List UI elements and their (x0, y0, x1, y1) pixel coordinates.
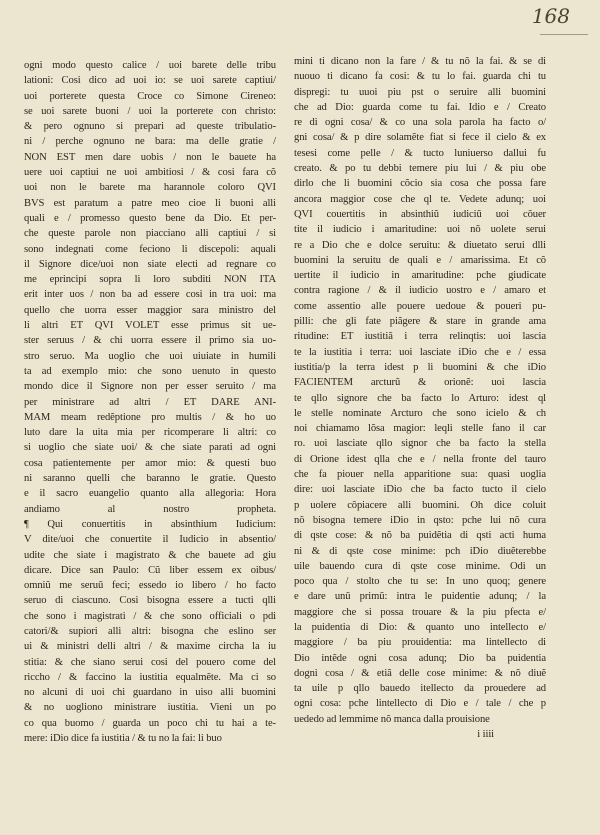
text-line: iustitia/p la terra idest p li buomini & che iDio (294, 361, 546, 373)
text-line: le stelle nominate Arcturo che sono icielo & ch (294, 407, 546, 419)
text-line: ancora maggior cose che ql te. Vedete adunq; uoi (294, 193, 546, 205)
text-line: FACIENTEM arcturũ & orionẽ: uoi lascia (294, 377, 546, 389)
left-column (24, 58, 276, 746)
text-line: tesesi come pelle / & tucto luniuerso dallui fu (294, 147, 546, 159)
text-line: stro seruo. Ma uoglio che uoi uiuiate in humili (24, 350, 276, 362)
text-line: andiamo al nostro propheta. (24, 503, 276, 515)
text-line: & no uogliono ministrare iustitia. Vieni un po (24, 702, 276, 714)
text-line: BVS est paratum a patre meo cioe li buoni alli (24, 197, 276, 209)
text-line: maggiore / ba piu prouidentia: ma lintellecto di (294, 637, 546, 649)
text-line: ui & ministri delli altri / & maxime circha la iu (24, 641, 276, 653)
text-line: poco qua / stolto che tu se: In uno quoq; genere (294, 576, 546, 588)
text-line: seruo di ciascuno. Cosi bisogna essere a tucti qlli (24, 595, 276, 607)
page-edge-rule (540, 34, 588, 35)
text-line: no alcuni di uoi chi guardano in uiso alli buomini (24, 687, 276, 699)
text-line: Dio intẽde ogni cosa adunq; Dio ba puidentia (294, 652, 546, 664)
text-line: come assentio alle pouere uedoue & poueri pu- (294, 300, 546, 312)
text-line: lationi: Cosi dico ad uoi io: se uoi sarete captiui/ (24, 75, 276, 87)
text-line: maggiore che si possa trouare & la piu pfecta e/ (294, 606, 546, 618)
text-line: ta ad exemplo mio: che sono uenuto in questo (24, 365, 276, 377)
text-line: omniũ me seruũ feci; essedo io libero / ho facto (24, 580, 276, 592)
text-line: che queste parole non piacciano alli captiui / si (24, 228, 276, 240)
text-line: dire: uoi lasciate iDio che ba facto tucto il cielo (294, 484, 546, 496)
text-line: re a Dio che e dolce seruitu: & diuetato serui dlli (294, 239, 546, 251)
text-line: creato. & po tu debbi temere piu lui / & piu obe (294, 163, 546, 175)
text-line: mondo dice il Signore non per esser seruito / ma (24, 381, 276, 393)
text-line: te la iustitia i terra: uoi lasciate iDio che e / essa (294, 346, 546, 358)
text-line: dirlo che li buomini cõcio sia cosa che possa fare (294, 178, 546, 190)
text-line: ster seruus / & chi uorra essere il primo sia uo- (24, 335, 276, 347)
right-column (294, 54, 546, 742)
text-line: ogni modo questo calice / uoi barete delle tribu (24, 60, 276, 71)
text-line: gni cosa/ & p dire solamẽte fiat si fece il cielo & ex (294, 132, 546, 144)
text-line: contra ragione / & il iudicio uostro e / amaro et (294, 285, 546, 297)
text-line: quali e / promesso questo bene da Dio. Et per- (24, 212, 276, 224)
text-line: si uoglio che siate uoi/ & che siate parati ad ogni (24, 442, 276, 454)
text-line: me eprincipi sopra li loro subditi NON ITA (24, 274, 276, 286)
text-line: ro. uoi lasciate qllo signor che ba facto la stella (294, 438, 546, 450)
text-line: per ministrare ad altri / ET DARE ANI- (24, 396, 276, 408)
text-line: uededo ad lemmime nõ manca dalla prouisione (294, 713, 490, 725)
text-line: pilli: che gli fate piãgere & stare in grande ama (294, 316, 546, 328)
text-line: co qua buomo / guarda un poco chi tu hai a te- (24, 717, 276, 729)
text-line: stitia: & che siano serui cosi del pouero come del (24, 656, 276, 668)
text-line: nõ bisogna temere iDio in qsto: pche lui nõ cura (294, 514, 546, 526)
text-line: cosa patientemente per amor mio: & questi buo (24, 457, 276, 469)
text-line: di Orione idest qlla che e / nella fronte del tauro (294, 453, 546, 465)
text-line: NON EST men dare uobis / non le bauete ha (24, 151, 276, 163)
text-line: che ad Dio: guarda come tu fai. Idio e / Creato (294, 101, 546, 113)
text-line: e il sacro euangelio quanto alla allegoria: Hora (24, 488, 276, 500)
text-line: di qste cose: & nõ ba puidẽtia di qsti acti huma (294, 530, 546, 542)
text-line: il Signore dice/uoi non siate electi ad regnare co (24, 258, 276, 270)
text-line: che fa piouer nella apparitione sua: quasi uoglia (294, 469, 546, 481)
text-line: se uoi sarete buoni / uoi la porterete con christo: (24, 105, 276, 117)
text-line: ta uile p qllo bauedo itellecto da prouedere ad (294, 683, 546, 695)
text-line: che sono i magistrati / & che sono officiali o pdi (24, 610, 276, 622)
text-line: MAM meam redẽptione pro multis / & ho uo (24, 411, 276, 423)
text-line: dogni cosa / & etiã delle cose minime: & nõ diuẽ (294, 667, 546, 679)
text-line: tite il iudicio i amaritudine: uoi nõ uolete serui (294, 224, 546, 236)
text-line: udite che siate i magistrato & che bauete ad giu (24, 549, 276, 561)
text-line: la puidentia di Dio: & quanto uno intellecto e/ (294, 621, 546, 633)
text-line: riccho / & faccino la iustitia equalmẽte. Ma ci so (24, 671, 276, 683)
signature-mark: i iiii (477, 729, 494, 741)
text-line: quello che uorra esser maggior sara ministro del (24, 304, 276, 316)
text-line: uere uoi captiui ne uoi ambitiosi / & cosi fara cõ (24, 167, 276, 179)
text-line: V dite/uoi che conuertite il Iudicio in absentio/ (24, 534, 276, 546)
text-line: re di ogni cosa/ & co una sola parola ha facto o/ (294, 117, 546, 129)
text-line: mere: iDio dice fa iustitia / & tu no la fai: li buo (24, 733, 222, 745)
text-line: QVI couertitis in absinthiũ iudiciũ uoi cõuer (294, 208, 546, 220)
text-line: uoi non le barete ma harannole coloro QVI (24, 182, 276, 194)
text-line: sono indegnati come feciono li discepoli: aquali (24, 243, 276, 255)
text-line: ¶ Qui conuertitis in absinthium Iudicium: (24, 518, 276, 530)
text-line: & pero ognuno si prepari ad queste tribulatio- (24, 121, 276, 133)
text-line: noi chiamamo lõsa magior: leqli stelle fano il car (294, 423, 546, 435)
text-line: p uolere cõpiacere alli buomini. Oh dice coluit (294, 499, 546, 511)
folio-number: 168 (531, 4, 570, 28)
text-line: erit inter uos / non ba ad essere cosi in tra uoi: ma (24, 289, 276, 301)
text-line: uoi porterete questa Croce co Simone Cireneo: (24, 90, 276, 102)
text-line: dicare. Dice san Paulo: Cũ liber essem ex oibus/ (24, 564, 276, 576)
text-line: te qllo signore che ba facto lo Arturo: idest ql (294, 392, 546, 404)
text-line: mini ti dicano non la fare / & tu nõ la fai. & se di (294, 56, 546, 67)
text-line: li altri ET QVI VOLET esse primus sit ue- (24, 320, 276, 332)
text-line: uile bauendo cura di qste cose minime. Odi un (294, 560, 546, 572)
text-line: ogni cosa: pche lintellecto di Dio e / tale / che p (294, 698, 546, 710)
text-line: catori/& supiori alli altri: bisogna che eslino ser (24, 625, 276, 637)
text-line: uertite il iudicio in amaritudine: pche giudicate (294, 270, 546, 282)
text-line: ritudine: ET iustitiã i terra relinqtis: uoi lascia (294, 331, 546, 343)
text-line: buomini la seruitu de quali e / amarissima. Et cõ (294, 254, 546, 266)
text-line: ni & di qste cose minime: pch iDio diuẽterebbe (294, 545, 546, 557)
text-line: ni / perche ognuno ne bara: ma delle gratie / (24, 136, 276, 148)
text-line: luto dare la uita mia per ricomperare li altri: co (24, 427, 276, 439)
text-line: e dare unũ primũ: intra le puidentie adunq; / la (294, 591, 546, 603)
text-line: ni saranno quelli che baranno le gratie. Questo (24, 473, 276, 485)
text-line: nuouo ti dicano fa cosi: & tu lo fai. guarda chi tu (294, 71, 546, 83)
text-line: dispregi: tu uuoi piu pst o seruire alli buomini (294, 86, 546, 98)
